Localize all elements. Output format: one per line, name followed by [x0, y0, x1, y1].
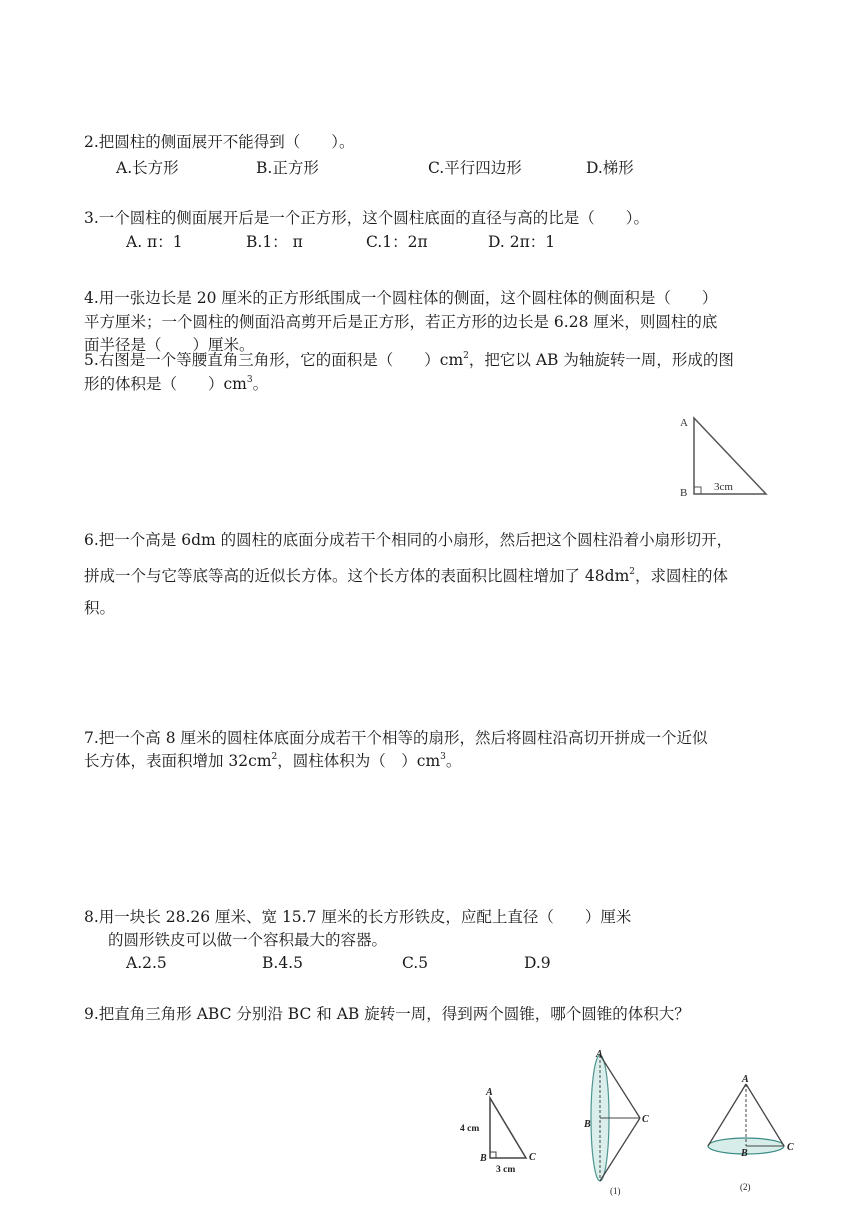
svg-text:C: C: [529, 1152, 536, 1163]
q5-label-base: 3cm: [714, 481, 733, 493]
q6-line1: 6.把一个高是 6dm 的圆柱的底面分成若干个相同的小扇形，然后把这个圆柱沿着小扇形切开，: [84, 531, 733, 549]
q9-cone1-figure: [578, 1046, 658, 1196]
q8-line1: 8.用一块长 28.26 厘米、宽 15.7 厘米的长方形铁皮，应配上直径（ ）厘米: [84, 908, 632, 926]
q4-line1: 4.用一张边长是 20 厘米的正方形纸围成一个圆柱体的侧面，这个圆柱体的侧面积是（ ）: [84, 289, 718, 307]
q2-stem: 2.把圆柱的侧面展开不能得到（ ）。: [84, 133, 355, 151]
q8-option-c: C.5: [402, 954, 429, 972]
q8-line2: 的圆形铁皮可以做一个容积最大的容器。: [108, 931, 388, 949]
q7-line1: 7.把一个高 8 厘米的圆柱体底面分成若干个相等的扇形，然后将圆柱沿高切开拼成一个近似: [84, 729, 708, 747]
svg-text:B: B: [741, 1148, 748, 1159]
q9-triangle-figure: [456, 1084, 546, 1176]
q9-stem: 9.把直角三角形 ABC 分别沿 BC 和 AB 旋转一周，得到两个圆锥，哪个圆锥的体积大？: [84, 1005, 690, 1023]
q5-line1: 5.右图是一个等腰直角三角形，它的面积是（ ）$cm^2$，把它以 AB 为轴旋转一周，形成的图: [84, 351, 734, 369]
q2-option-c: C.平行四边形: [428, 159, 522, 177]
q2-option-d: D.梯形: [586, 159, 634, 177]
svg-text:A: A: [596, 1049, 603, 1060]
q8-option-d: D.9: [524, 954, 551, 972]
q5-line2: 形的体积是（ ）$cm^3$。: [84, 375, 269, 393]
q2-option-b: B.正方形: [256, 159, 319, 177]
q4-line2: 平方厘米；一个圆柱的侧面沿高剪开后是正方形，若正方形的边长是 6.28 厘米，则圆柱的底: [84, 313, 718, 331]
svg-text:3 cm: 3 cm: [496, 1165, 516, 1175]
q5-label-a: A: [680, 417, 688, 429]
q8-option-a: A.2.5: [126, 954, 167, 972]
q4-line3: 面半径是（ ）厘米。: [84, 336, 255, 354]
svg-text:B: B: [584, 1119, 591, 1130]
q8-option-b: B.4.5: [262, 954, 303, 972]
svg-text:(1): (1): [610, 1186, 621, 1196]
q7-line2: 长方体，表面积增加 $32cm^2$，圆柱体积为（ ）$cm^3$。: [84, 752, 462, 770]
q3-option-d: D. 2π：1: [488, 233, 556, 251]
svg-text:A: A: [742, 1074, 749, 1085]
q3-option-c: C.1：2π: [366, 233, 428, 251]
svg-text:B: B: [480, 1153, 487, 1164]
q6-line2: 拼成一个与它等底等高的近似长方体。这个长方体的表面积比圆柱增加了 $48dm^2$，求圆柱的体: [84, 567, 729, 585]
q3-option-a: A. π：1: [126, 233, 183, 251]
svg-text:A: A: [486, 1087, 493, 1098]
q2-option-a: A.长方形: [116, 159, 179, 177]
q5-triangle-figure: [670, 410, 780, 500]
svg-text:4 cm: 4 cm: [460, 1124, 480, 1134]
q6-line3: 积。: [84, 599, 116, 617]
q3-option-b: B.1： π: [246, 233, 303, 251]
svg-text:(2): (2): [740, 1182, 751, 1192]
q3-stem: 3.一个圆柱的侧面展开后是一个正方形，这个圆柱底面的直径与高的比是（ ）。: [84, 209, 650, 227]
q9-cone2-figure: [698, 1074, 808, 1198]
q5-label-b: B: [680, 487, 688, 499]
svg-text:C: C: [642, 1114, 649, 1125]
svg-text:C: C: [787, 1142, 794, 1153]
